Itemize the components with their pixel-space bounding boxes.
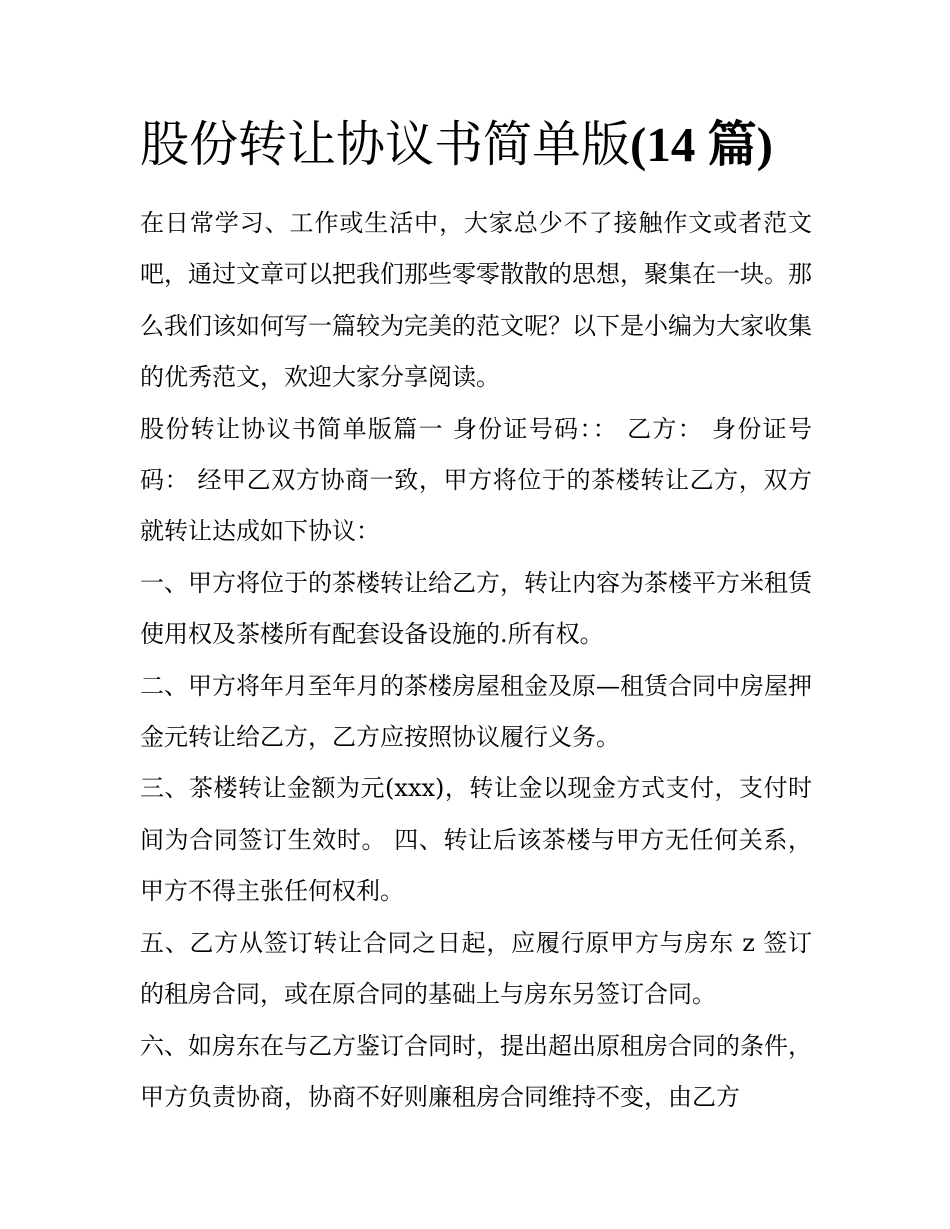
paragraph-intro: 在日常学习、工作或生活中，大家总少不了接触作文或者范文吧，通过文章可以把我们那些零零散散的思想，聚集在一块。那么我们该如何写一篇较为完美的范文呢？以下是小编为大家收集的优秀范文，欢迎大家分享阅读。 [140, 209, 812, 392]
paragraph-clause-5: 五、乙方从签订转让合同之日起，应履行原甲方与房东 z 签订的租房合同，或在原合同的基础上与房东另签订合同。 [140, 928, 812, 1009]
document-body [140, 198, 812, 1123]
paragraph-clause-1: 一、甲方将位于的茶楼转让给乙方，转让内容为茶楼平方米租赁使用权及茶楼所有配套设备设施的.所有权。 [140, 568, 812, 649]
document-title-count: (14 篇) [630, 117, 773, 172]
document-title [140, 112, 860, 178]
paragraph-parties: 股份转让协议书简单版篇一 身份证号码：： 乙方： 身份证号码： 经甲乙双方协商一致，甲方将位于的茶楼转让乙方，双方就转让达成如下协议： [140, 414, 812, 546]
paragraph-clause-2: 二、甲方将年月至年月的茶楼房屋租金及原—租赁合同中房屋押金元转让给乙方，乙方应按照协议履行义务。 [140, 671, 812, 752]
document-title-main: 股份转让协议书简单版 [140, 116, 631, 173]
paragraph-clause-3-4: 三、茶楼转让金额为元(xxx)，转让金以现金方式支付，支付时间为合同签订生效时。 四、转让后该茶楼与甲方无任何关系，甲方不得主张任何权利。 [140, 774, 812, 906]
paragraph-clause-6: 六、如房东在与乙方鉴订合同时，提出超出原租房合同的条件，甲方负责协商，协商不好则廉租房合同维持不变，由乙方 [140, 1031, 812, 1111]
